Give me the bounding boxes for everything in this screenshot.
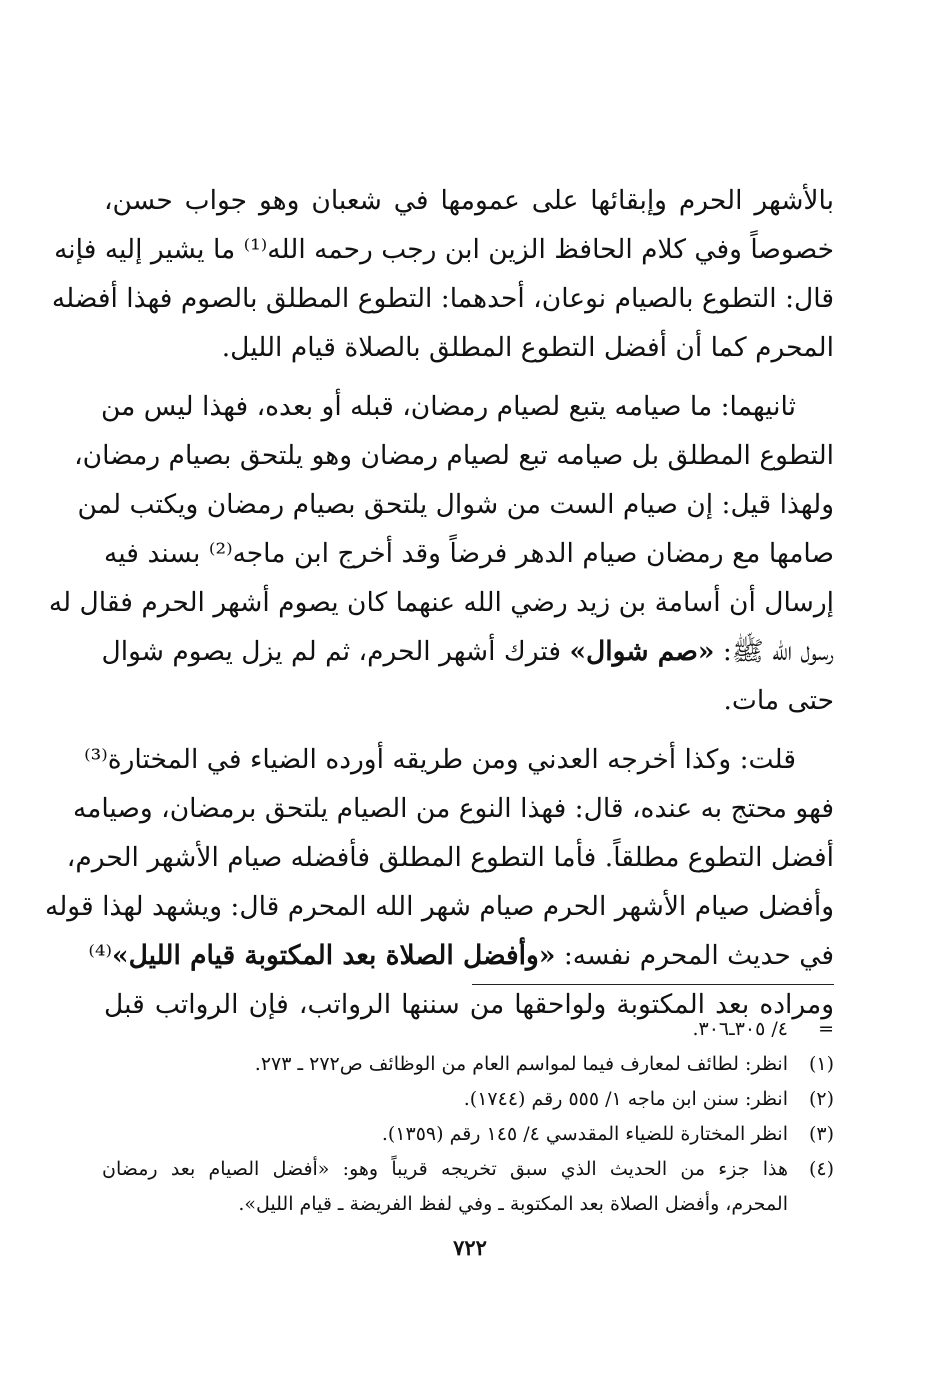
text-line: وأفضل صيام الأشهر الحرم صيام شهر الله المحرم قال: ويشهد لهذا قوله (45, 891, 834, 922)
text-line: ومراده بعد المكتوبة ولواحقها من سننها الرواتب، فإن الرواتب قبل (104, 989, 834, 1020)
footnotes (102, 1012, 834, 1222)
text-line: رسول الله ﷺ: «صم شوال» فترك أشهر الحرم، ثم لم يزل يصوم شوال (101, 636, 834, 667)
footnote-text: انظر المختارة للضياء المقدسي ٤/ ١٤٥ رقم (١٣٥٩). (381, 1123, 788, 1145)
footnote-text: انظر: لطائف لمعارف فيما لمواسم العام من الوظائف ص٢٧٢ ـ ٢٧٣. (254, 1053, 788, 1075)
paragraph-1 (51, 176, 834, 372)
text-line: ولهذا قيل: إن صيام الست من شوال يلتحق بصيام رمضان ويكتب لمن (77, 489, 834, 520)
text-line: صامها مع رمضان صيام الدهر فرضاً وقد أخرج ابن ماجه⁽²⁾ بسند فيه (104, 538, 834, 569)
text-line: حتى مات. (723, 685, 834, 716)
footnote-text: انظر: سنن ابن ماجه ١/ ٥٥٥ رقم (١٧٤٤). (463, 1088, 788, 1110)
main-text (45, 176, 834, 1029)
text-line: ثانيهما: ما صيامه يتبع لصيام رمضان، قبله أو بعده، فهذا ليس من (100, 391, 796, 422)
footnote-1 (102, 1047, 834, 1082)
footnote-separator (472, 984, 834, 985)
text-line: في حديث المحرم نفسه: «وأفضل الصلاة بعد المكتوبة قيام الليل»⁽⁴⁾ (88, 940, 834, 971)
footnote-text: المحرم، وأفضل الصلاة بعد المكتوبة ـ وفي لفظ الفريضة ـ قيام الليل». (238, 1193, 788, 1215)
footnote-4 (102, 1152, 834, 1222)
footnote-mark: (١) (808, 1053, 834, 1075)
text-line: قلت: وكذا أخرجه العدني ومن طريقه أورده الضياء في المختارة⁽³⁾ (84, 744, 796, 775)
footnote-text: هذا جزء من الحديث الذي سبق تخريجه قريباً وهو: «أفضل الصيام بعد رمضان (102, 1158, 788, 1180)
text-line: فهو محتج به عنده، قال: فهذا النوع من الصيام يلتحق برمضان، وصيامه (72, 793, 834, 824)
text-line: قال: التطوع بالصيام نوعان، أحدهما: التطوع المطلق بالصوم فهذا أفضله (51, 283, 834, 314)
text-line: خصوصاً وفي كلام الحافظ الزين ابن رجب رحمه الله⁽¹⁾ ما يشير إليه فإنه (54, 234, 834, 265)
footnote-3 (102, 1117, 834, 1152)
footnote-2 (102, 1082, 834, 1117)
footnote-mark: = (818, 1018, 834, 1040)
paragraph-2 (48, 382, 834, 725)
footnote-text: ٤/ ٣٠٥ـ٣٠٦. (692, 1018, 788, 1040)
text-line: بالأشهر الحرم وإبقائها على عمومها في شعبان وهو جواب حسن، (104, 185, 834, 216)
footnote-continuation (102, 1012, 834, 1047)
text-line: أفضل التطوع مطلقاً. فأما التطوع المطلق فأفضله صيام الأشهر الحرم، (66, 842, 834, 873)
text-line: إرسال أن أسامة بن زيد رضي الله عنهما كان يصوم أشهر الحرم فقال له (48, 587, 834, 618)
page-number: ٧٢٢ (453, 1235, 487, 1260)
footnote-mark: (٢) (808, 1088, 834, 1110)
text-line: التطوع المطلق بل صيامه تبع لصيام رمضان وهو يلتحق بصيام رمضان، (74, 440, 834, 471)
footnote-mark: (٤) (808, 1158, 834, 1180)
footnote-mark: (٣) (808, 1123, 834, 1145)
text-line: المحرم كما أن أفضل التطوع المطلق بالصلاة قيام الليل. (221, 332, 834, 363)
